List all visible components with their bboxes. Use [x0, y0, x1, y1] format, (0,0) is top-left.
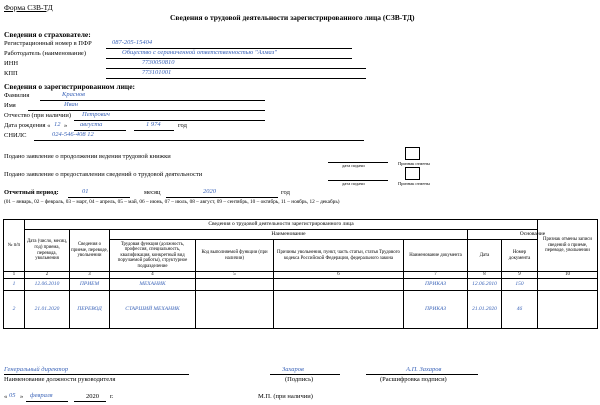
col-number: 2: [25, 272, 70, 279]
sign-date-month: февраля: [30, 392, 53, 399]
dob-year: 1 974: [146, 121, 161, 128]
middle-name-label: Отчество (при наличии): [4, 112, 72, 119]
row-code: [196, 279, 274, 291]
col-work-header: Код выполняемой функции (при наличии): [196, 240, 274, 272]
dob-day: 12: [54, 121, 61, 128]
insurer-heading: Сведения о страхователе:: [4, 30, 91, 39]
col-reason-header: Причины увольнения, пункт, часть статьи, статья Трудового кодекса Российской Федерации, федерального закона: [274, 240, 404, 272]
director-position-value: Генеральный директор: [4, 366, 69, 373]
dob-month: августа: [80, 121, 103, 128]
col-number: 9: [502, 272, 538, 279]
decode-label: (Расшифровка подписи): [380, 376, 447, 383]
continue-cancel-box[interactable]: [405, 147, 420, 160]
sign-date-year-line: [74, 401, 106, 402]
last-name-label: Фамилия: [4, 92, 30, 99]
continue-app-text: Подано заявление о продолжении ведения трудовой книжки: [4, 153, 171, 160]
dob-suffix: год: [178, 122, 187, 129]
person-heading: Сведения о зарегистрированном лице:: [4, 82, 136, 91]
period-year-label: год: [281, 189, 290, 196]
basis-header: Основание: [468, 230, 598, 240]
decode-line: [366, 374, 478, 375]
row-cancel: [538, 291, 598, 329]
sign-date-month-line: [26, 401, 68, 402]
col-number: 10: [538, 272, 598, 279]
dob-year-line: [134, 130, 174, 131]
column-number-row: [4, 272, 598, 279]
col-function-header: Трудовая функция (должность, профессия, специальность, квалификация, конкретный вид поручаемой работы), структурное подразделение: [110, 240, 196, 272]
inn-label: ИНН: [4, 60, 19, 67]
stamp-label: М.П. (при наличии): [258, 393, 313, 400]
row-doc: ПРИКАЗ: [404, 291, 468, 329]
col-date-header: Дата (число, месяц, год) приема, перевода, увольнения: [25, 230, 70, 272]
col-cancel-header: Признак отмены записи сведений о приеме, переводе, увольнении: [538, 220, 598, 272]
row-function: СТАРШИЙ МЕХАНИК: [110, 291, 196, 329]
decode-value: А.П. Захаров: [406, 366, 442, 373]
row-docdate: 12.06.2010: [468, 279, 502, 291]
col-number: 6: [274, 272, 404, 279]
provide-cancel-caption: Признак отмены: [398, 181, 430, 186]
form-code: Форма СЗВ-ТД: [4, 3, 53, 12]
table-row: [4, 291, 598, 329]
sign-date-suffix: г.: [110, 393, 114, 400]
provide-date-caption: дата подачи: [342, 181, 365, 186]
period-year-value: 2020: [203, 188, 216, 195]
col-number: 7: [404, 272, 468, 279]
row-cancel: [538, 279, 598, 291]
col-docnum-header: Номер документа: [502, 240, 538, 272]
first-name-label: Имя: [4, 102, 16, 109]
sign-date-year: 2020: [86, 393, 99, 400]
snils-label: СНИЛС: [4, 132, 27, 139]
row-reason: [274, 279, 404, 291]
period-month-label: месяц: [144, 189, 161, 196]
row-reason: [274, 291, 404, 329]
reg-number-label: Регистрационный номер в ПФР: [4, 40, 92, 47]
period-year-line: [166, 197, 278, 198]
reg-number-value: 087-205-15404: [112, 39, 153, 46]
director-position-line: [4, 374, 189, 375]
page-title: Сведения о трудовой деятельности зарегистрированного лица (СЗВ-ТД): [170, 13, 415, 22]
col-number: 8: [468, 272, 502, 279]
main-header: Сведения о трудовой деятельности зарегистрированного лица: [25, 220, 538, 230]
row-doc: ПРИКАЗ: [404, 279, 468, 291]
first-name-value: Иван: [64, 101, 78, 108]
col-type-header: Сведения о приеме, переводе, увольнении: [70, 230, 110, 272]
middle-name-line: [74, 120, 265, 121]
continue-cancel-caption: Признак отмены: [398, 161, 430, 166]
middle-name-value: Петрович: [82, 111, 110, 118]
row-date: 21.01.2020: [25, 291, 70, 329]
continue-date-caption: дата подачи: [342, 163, 365, 168]
kpp-line: [106, 78, 366, 79]
row-num: 1: [4, 279, 25, 291]
kpp-label: КПП: [4, 70, 18, 77]
provide-app-text: Подано заявление о предоставлении сведений о трудовой деятельности: [4, 171, 203, 178]
signature-line: [270, 374, 340, 375]
table-row: [4, 279, 598, 291]
last-name-value: Краснов: [62, 91, 85, 98]
col-number: 3: [70, 272, 110, 279]
period-month-value: 01: [82, 188, 89, 195]
sign-date-day: 05: [9, 392, 16, 399]
period-legend: (01 – январь, 02 – февраль, 03 – март, 04 – апрель, 05 – май, 06 – июнь, 07 – июль, 08 – август, 09 – сентябрь, 10 – октябрь, 11 – ноябрь, 12 – декабрь): [4, 199, 340, 205]
col-doc-header: Наименование документа: [404, 240, 468, 272]
activity-table: [3, 219, 598, 329]
inn-value: 7730050810: [142, 59, 175, 66]
row-num: 2: [4, 291, 25, 329]
row-function: МЕХАНИК: [110, 279, 196, 291]
snils-line: [34, 140, 364, 141]
col-number: 5: [196, 272, 274, 279]
employer-value: Общество с ограниченной ответственностью "Алмаз": [122, 49, 278, 56]
col-num-header: № п/п: [4, 220, 25, 272]
dob-label: Дата рождения «: [4, 122, 51, 129]
period-month-line: [68, 197, 130, 198]
provide-cancel-box[interactable]: [405, 167, 420, 180]
col-number: 4: [110, 272, 196, 279]
col-docdate-header: Дата: [468, 240, 502, 272]
row-type: ПЕРЕВОД: [70, 291, 110, 329]
row-docdate: 21.01.2020: [468, 291, 502, 329]
row-type: ПРИЕМ: [70, 279, 110, 291]
dob-close: »: [64, 122, 68, 129]
period-label: Отчетный период:: [4, 189, 59, 196]
naming-header: Наименование: [110, 230, 468, 240]
row-date: 12.06.2010: [25, 279, 70, 291]
snils-value: 024-546-408 12: [52, 131, 94, 138]
sign-date-open: «: [4, 393, 8, 400]
sign-date-close: »: [20, 393, 24, 400]
signature-value: Захаров: [282, 366, 304, 373]
row-docnum: 150: [502, 279, 538, 291]
kpp-value: 773101001: [142, 69, 172, 76]
employer-label: Работодатель (наименование): [4, 50, 86, 57]
director-position-label: Наименование должности руководителя: [4, 376, 116, 383]
row-code: [196, 291, 274, 329]
signature-label: (Подпись): [285, 376, 314, 383]
first-name-line: [28, 110, 265, 111]
col-number: 1: [4, 272, 25, 279]
row-docnum: 46: [502, 291, 538, 329]
